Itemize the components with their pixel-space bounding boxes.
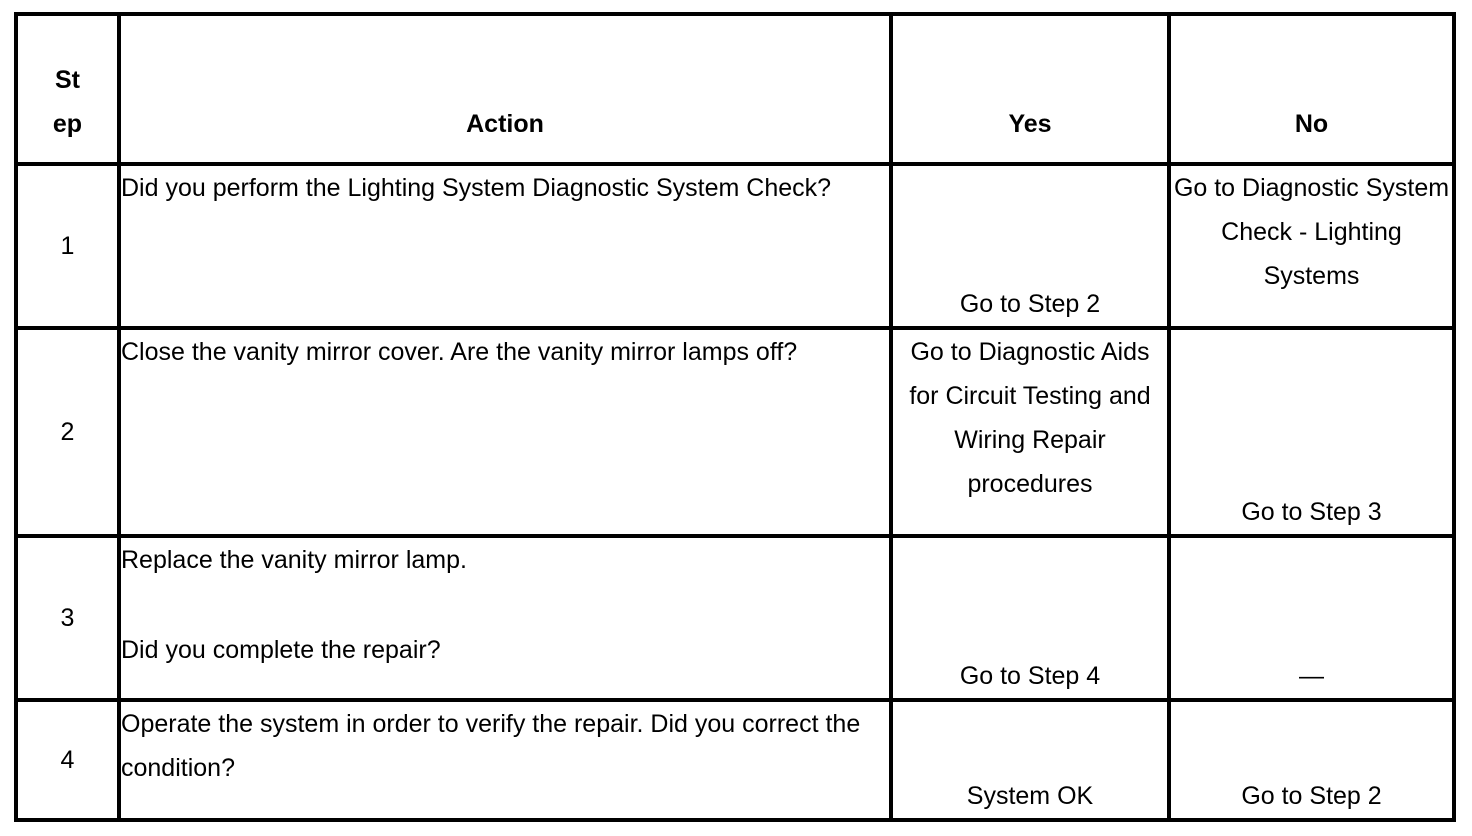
table-row xyxy=(16,164,1454,328)
step-number: 1 xyxy=(16,164,119,328)
action-cell: Did you perform the Lighting System Diagnostic System Check? xyxy=(119,164,891,328)
table-row xyxy=(16,536,1454,700)
step-number: 2 xyxy=(16,328,119,536)
header-yes: Yes xyxy=(891,14,1169,164)
header-step-line1: St xyxy=(55,66,80,94)
step-number: 3 xyxy=(16,536,119,700)
diagnostic-table xyxy=(14,12,1456,822)
yes-cell: Go to Step 4 xyxy=(891,536,1169,700)
step-number: 4 xyxy=(16,700,119,820)
no-cell: Go to Diagnostic System Check - Lighting Systems xyxy=(1169,164,1454,328)
yes-cell: System OK xyxy=(891,700,1169,820)
action-cell: Operate the system in order to verify the repair. Did you correct the condition? xyxy=(119,700,891,820)
table-row xyxy=(16,700,1454,820)
header-action: Action xyxy=(119,14,891,164)
header-step xyxy=(16,14,119,164)
action-cell xyxy=(119,536,891,700)
action-line: Replace the vanity mirror lamp. xyxy=(121,546,467,574)
table-header-row xyxy=(16,14,1454,164)
yes-cell: Go to Diagnostic Aids for Circuit Testing and Wiring Repair procedures xyxy=(891,328,1169,536)
yes-cell: Go to Step 2 xyxy=(891,164,1169,328)
action-cell: Close the vanity mirror cover. Are the vanity mirror lamps off? xyxy=(119,328,891,536)
header-step-line2: ep xyxy=(52,110,83,138)
no-cell: Go to Step 2 xyxy=(1169,700,1454,820)
header-no: No xyxy=(1169,14,1454,164)
no-cell: Go to Step 3 xyxy=(1169,328,1454,536)
no-cell: — xyxy=(1169,536,1454,700)
table-row xyxy=(16,328,1454,536)
action-question: Did you complete the repair? xyxy=(121,636,441,664)
